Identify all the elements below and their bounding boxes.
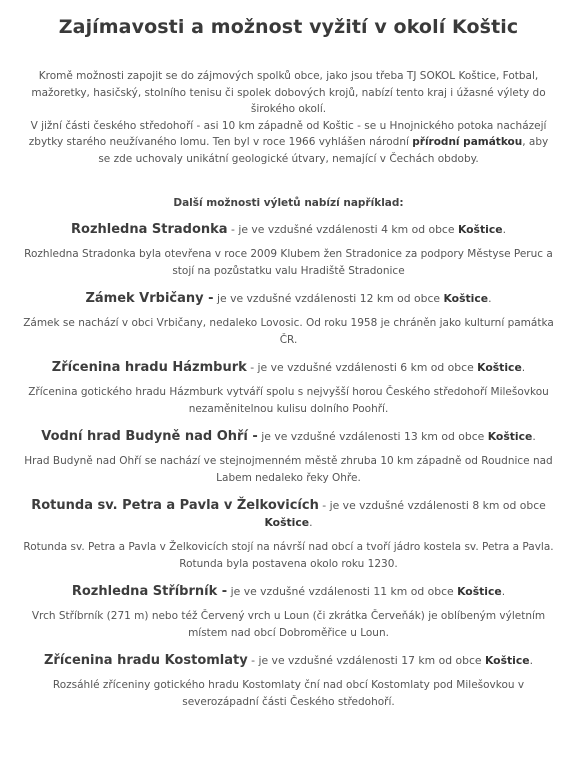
list-item: [22, 359, 555, 417]
intro-section: [22, 68, 555, 167]
item-end: .: [529, 654, 534, 667]
item-end: .: [532, 430, 536, 443]
item-distance: - je ve vzdušné vzdálenosti 4 km od obce: [227, 223, 458, 236]
item-description: Zámek se nachází v obci Vrbičany, nedaleko Lovosic. Od roku 1958 je chráněn jako kulturní památka ČR.: [23, 317, 554, 346]
item-title: [22, 583, 555, 600]
item-end: .: [502, 223, 506, 236]
list-item: [22, 583, 555, 641]
item-title: [22, 290, 555, 307]
item-distance: je ve vzdušné vzdálenosti 13 km od obce: [257, 430, 488, 443]
item-town: Koštice: [487, 430, 533, 443]
list-item: [22, 221, 555, 279]
item-distance: - je ve vzdušné vzdálenosti 8 km od obce: [318, 499, 546, 512]
intro-paragraph-2: [22, 118, 555, 168]
item-name: Rozhledna Stradonka: [71, 222, 228, 237]
list-item: [22, 497, 555, 572]
item-distance: je ve vzdušné vzdálenosti 11 km od obce: [227, 585, 458, 598]
item-title: [22, 497, 555, 531]
list-item: [22, 290, 555, 348]
item-description: Rozsáhlé zříceniny gotického hradu Kostomlaty ční nad obcí Kostomlaty pod Milešovkou v severozápadní části Českého středohoří.: [52, 679, 525, 708]
item-name: Zřícenina hradu Kostomlaty: [43, 653, 248, 668]
item-description: Vrch Stříbrník (271 m) nebo též Červený vrch u Loun (či zkrátka Červeňák) je oblíbeným výletním místem nad obcí Dobroměřice u Loun.: [31, 610, 546, 639]
item-name: Zámek Vrbičany -: [85, 291, 214, 306]
item-description: Rozhledna Stradonka byla otevřena v roce 2009 Klubem žen Stradonice za podpory Městyse Peruc a stojí na pozůstatku valu Hradiště Stradonice: [24, 248, 553, 277]
item-town: Koštice: [457, 223, 503, 236]
item-end: .: [309, 516, 313, 529]
item-distance: je ve vzdušné vzdálenosti 12 km od obce: [213, 292, 444, 305]
item-description: Zřícenina gotického hradu Házmburk vytváří spolu s nejvyšší horou Českého středohoří Milešovkou nezaměnitelnou kulisu dolního Poohří.: [28, 386, 549, 415]
item-name: Rotunda sv. Petra a Pavla v Želkovicích: [31, 498, 319, 513]
item-name: Zřícenina hradu Házmburk: [51, 360, 247, 375]
list-item: [22, 428, 555, 486]
item-end: .: [521, 361, 526, 374]
item-name: Rozhledna Stříbrník -: [71, 584, 228, 599]
item-town: Koštice: [443, 292, 489, 305]
intro-text-start: V jižní části českého středohoří - asi 10 km západně od Koštic - se u Hnojnického potoka nacházejí zbytky starého neužívaného lomu. Ten byl v roce 1966 vyhlášen národní: [28, 119, 547, 148]
item-title: [22, 359, 555, 376]
item-description: Rotunda sv. Petra a Pavla v Želkovicích stojí na návrší nad obcí a tvoří jádro kostela sv. Petra a Pavla. Rotunda byla postavena okolo roku 1230.: [23, 541, 554, 570]
item-title: [22, 221, 555, 238]
trips-heading: Další možnosti výletů nabízí například:: [173, 197, 404, 209]
item-town: Koštice: [484, 654, 530, 667]
intro-paragraph-1: Kromě možnosti zapojit se do zájmových spolků obce, jako jsou třeba TJ SOKOL Koštice, Fotbal, mažoretky, hasičský, stolního tenisu či spolek dobových krojů, nabízí tento kraj i úžasné výlety do širokého okolí.: [31, 70, 546, 115]
trips-list: [22, 221, 555, 710]
item-distance: - je ve vzdušné vzdálenosti 6 km od obce: [246, 361, 478, 374]
item-town: Koštice: [477, 361, 522, 374]
item-description: Hrad Budyně nad Ohří se nachází ve stejnojmenném městě zhruba 10 km západně od Roudnice nad Labem nedaleko řeky Ohře.: [24, 455, 553, 484]
item-name: Vodní hrad Budyně nad Ohří -: [41, 429, 258, 444]
item-end: .: [501, 585, 506, 598]
item-town: Koštice: [264, 516, 310, 529]
item-title: [22, 428, 555, 445]
intro-text-end: , aby se zde uchovaly unikátní geologické útvary, nemající v Čechách obdoby.: [98, 136, 549, 165]
item-end: .: [488, 292, 492, 305]
item-town: Koštice: [457, 585, 502, 598]
intro-bold-text: přírodní památkou: [412, 136, 523, 148]
page-title: Zajímavosti a možnost vyžití v okolí Koštic: [58, 16, 519, 38]
list-item: [22, 652, 555, 710]
item-title: [22, 652, 555, 669]
item-distance: - je ve vzdušné vzdálenosti 17 km od obce: [247, 654, 485, 667]
